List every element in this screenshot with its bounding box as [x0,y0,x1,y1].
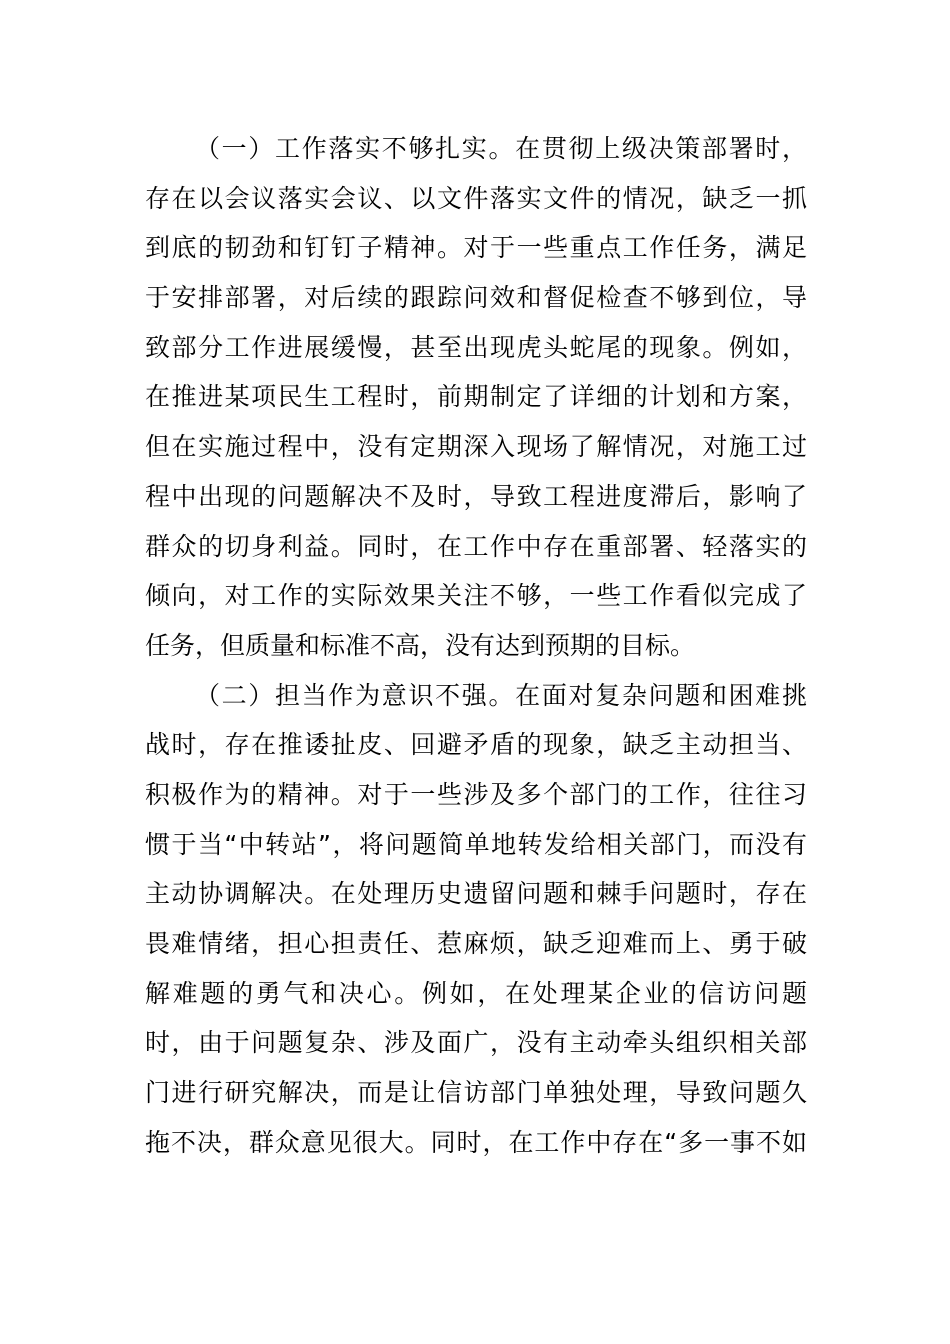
paragraph-line: 但在实施过程中，没有定期深入现场了解情况，对施工过 [145,432,807,462]
paragraph-responsibility [145,671,807,1168]
paragraph-line: 主动协调解决。在处理历史遗留问题和棘手问题时，存在 [145,879,807,909]
paragraph-line: 致部分工作进展缓慢，甚至出现虎头蛇尾的现象。例如， [145,332,807,362]
paragraph-line: 在推进某项民生工程时，前期制定了详细的计划和方案， [145,382,807,412]
paragraph-line: 程中出现的问题解决不及时，导致工程进度滞后，影响了 [145,481,807,511]
paragraph-line: （二）担当作为意识不强。在面对复杂问题和困难挑 [195,680,807,710]
paragraph-line: 门进行研究解决，而是让信访部门单独处理，导致问题久 [145,1078,807,1108]
paragraph-line: 战时，存在推诿扯皮、回避矛盾的现象，缺乏主动担当、 [145,730,807,760]
paragraph-work-implementation [145,124,807,671]
paragraph-line: 时，由于问题复杂、涉及面广，没有主动牵头组织相关部 [145,1028,807,1058]
document-body [145,124,807,1167]
paragraph-line: 群众的切身利益。同时，在工作中存在重部署、轻落实的 [145,531,807,561]
paragraph-line: 惯于当“中转站”，将问题简单地转发给相关部门，而没有 [145,829,807,859]
paragraph-line: 存在以会议落实会议、以文件落实文件的情况，缺乏一抓 [145,183,807,213]
paragraph-line: 倾向，对工作的实际效果关注不够，一些工作看似完成了 [145,581,807,611]
paragraph-line: （一）工作落实不够扎实。在贯彻上级决策部署时， [195,134,807,163]
paragraph-line: 解难题的勇气和决心。例如，在处理某企业的信访问题 [145,978,807,1008]
paragraph-line: 拖不决，群众意见很大。同时，在工作中存在“多一事不如 [145,1127,807,1157]
paragraph-line: 畏难情绪，担心担责任、惹麻烦，缺乏迎难而上、勇于破 [145,929,807,958]
paragraph-line: 积极作为的精神。对于一些涉及多个部门的工作，往往习 [145,779,807,809]
paragraph-line: 于安排部署，对后续的跟踪问效和督促检查不够到位，导 [145,283,807,313]
paragraph-line: 到底的韧劲和钉钉子精神。对于一些重点工作任务，满足 [145,233,807,263]
paragraph-line: 任务，但质量和标准不高，没有达到预期的目标。 [145,630,696,660]
